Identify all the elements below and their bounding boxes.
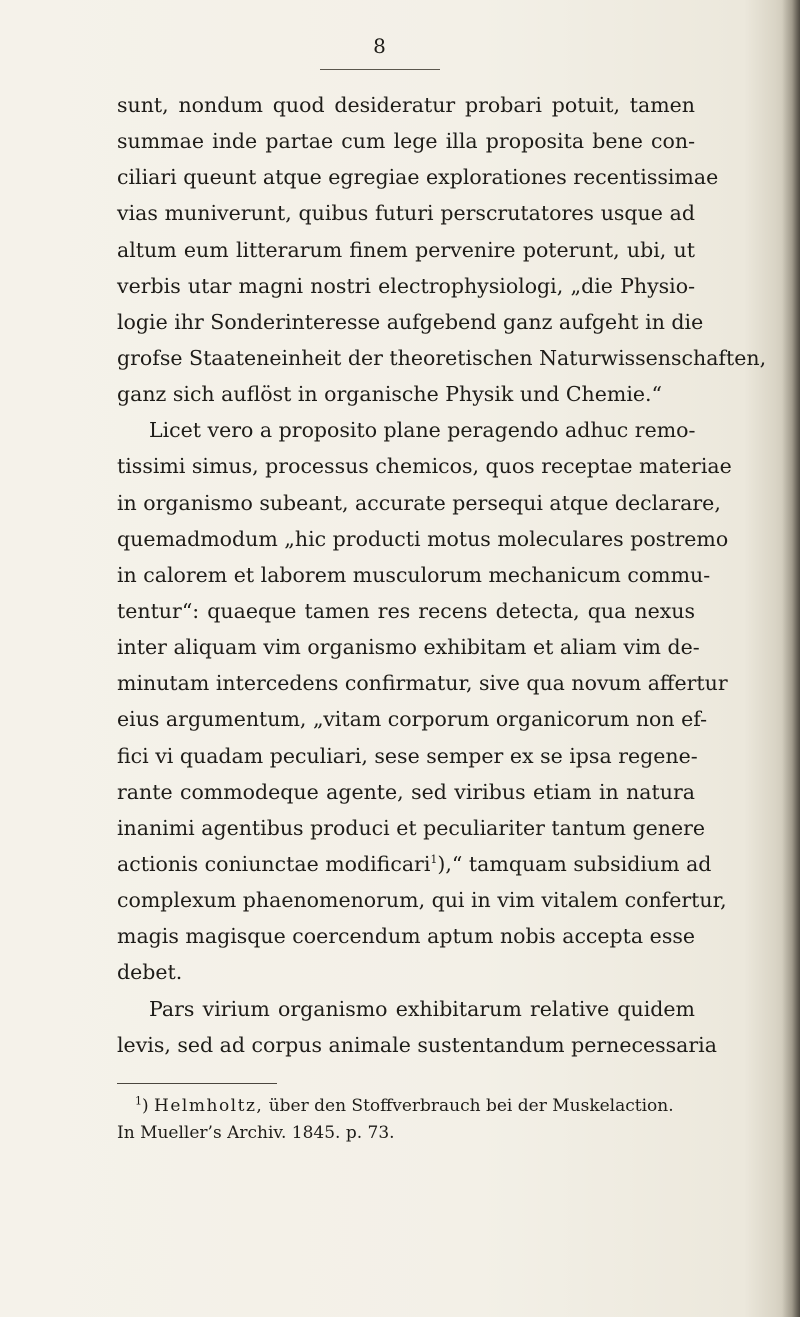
text-segment: actionis coniunctae modificari xyxy=(117,851,431,876)
text-segment: ),“ tamquam subsidium ad xyxy=(437,851,712,876)
text-line: rante commodeque agente, sed viribus etiam in natura xyxy=(117,779,695,804)
text-line: fici vi quadam peculiari, sese semper ex se ipsa regene- xyxy=(117,743,698,768)
text-line: logie ihr Sonderinteresse aufgebend ganz aufgeht in die xyxy=(117,309,704,334)
body-text xyxy=(117,87,767,1063)
footnote xyxy=(117,1093,695,1147)
footnote-text: über den Stoffverbrauch bei der Muskelaction. xyxy=(263,1096,674,1116)
footnote-reference: 1 xyxy=(430,853,438,867)
text-line: tissimi simus, processus chemicos, quos receptae materiae xyxy=(117,454,732,479)
text-line: inanimi agentibus produci et peculiariter tantum genere xyxy=(117,815,706,840)
page-number-rule xyxy=(320,69,440,70)
footnote-line: $^1$) Helmholtz, über den Stoffverbrauch bei der Muskelaction. xyxy=(135,1094,674,1116)
text-line: inter aliquam vim organismo exhibitam et aliam vim de- xyxy=(117,635,700,660)
page-edge-shadow xyxy=(782,0,800,1317)
text-line: levis, sed ad corpus animale sustentandum pernecessaria xyxy=(117,1032,717,1057)
footnote-line: In Mueller’s Archiv. 1845. p. 73. xyxy=(117,1123,395,1143)
text-line: ciliari queunt atque egregiae explorationes recentissimae xyxy=(117,165,719,190)
text-line: tentur“: quaeque tamen res recens detecta, qua nexus xyxy=(117,598,695,623)
paragraph-start-line: Pars virium organismo exhibitarum relative quidem xyxy=(149,996,695,1021)
text-line: in calorem et laborem musculorum mechanicum commu- xyxy=(117,562,711,587)
text-line: debet. xyxy=(117,960,183,985)
text-line: grofse Staateneinheit der theoretischen Naturwissenschaften, xyxy=(117,345,767,370)
footnote-marker: 1 xyxy=(135,1094,142,1108)
paragraph-start-line: Licet vero a proposito plane peragendo adhuc remo- xyxy=(149,418,696,443)
text-line: sunt, nondum quod desideratur probari potuit, tamen xyxy=(117,93,695,117)
text-line: minutam intercedens confirmatur, sive qua novum affertur xyxy=(117,671,728,696)
text-line: vias muniverunt, quibus futuri perscrutatores usque ad xyxy=(117,201,695,226)
text-line: eius argumentum, „vitam corporum organicorum non ef- xyxy=(117,707,708,732)
text-line: in organismo subeant, accurate persequi atque declarare, xyxy=(117,490,721,515)
text-line: complexum phaenomenorum, qui in vim vitalem confertur, xyxy=(117,888,727,913)
page-number: 8 xyxy=(373,34,387,58)
text-line: verbis utar magni nostri electrophysiologi, „die Physio- xyxy=(117,273,695,298)
footnote-author: Helmholtz, xyxy=(154,1096,264,1116)
text-line: ganz sich auflöst in organische Physik und Chemie.“ xyxy=(117,382,663,407)
text-line: altum eum litterarum finem pervenire poterunt, ubi, ut xyxy=(117,237,695,262)
text-line: magis magisque coercendum aptum nobis accepta esse xyxy=(117,924,695,949)
text-line: quemadmodum „hic producti motus moleculares postremo xyxy=(117,526,729,551)
text-line: summae inde partae cum lege illa proposita bene con- xyxy=(117,129,695,154)
text-line-with-footnote xyxy=(117,846,712,882)
footnote-rule xyxy=(117,1083,277,1084)
